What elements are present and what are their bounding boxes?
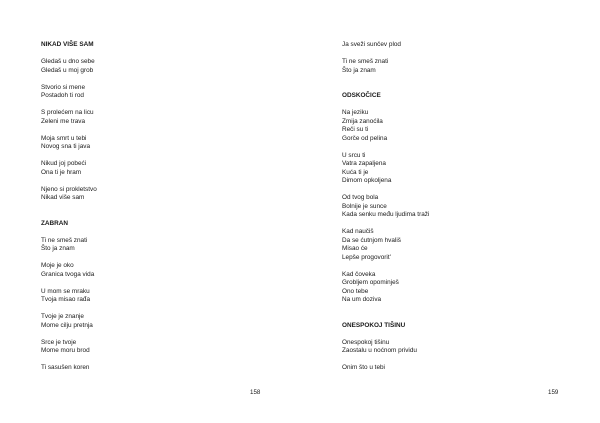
poem-title: ZABRAN — [41, 219, 68, 227]
poem-line: Ti ne smeš znati — [41, 236, 88, 244]
poem-line: Tvoja misao rađa — [41, 296, 91, 303]
poem-line: Stvorio si mene — [41, 83, 86, 91]
poem-line: Onespokoj tišinu — [342, 338, 390, 346]
poem-line: Nikad više sam — [41, 194, 85, 201]
poem-line: Kuća ti je — [342, 168, 369, 176]
poem-title: NIKAD VIŠE SAM — [41, 41, 94, 48]
poem-line: Što ja znam — [342, 66, 376, 74]
poem-line: Kad čoveka — [342, 270, 376, 278]
poem-line: Ti sasušen koren — [41, 364, 90, 371]
poem-line: Moja smrt u tebi — [41, 134, 87, 142]
poem-line: Ono tebe — [342, 287, 369, 295]
poem-line: Bolnije je sunce — [342, 202, 387, 210]
poem-line: Vatra zapaljena — [342, 160, 386, 167]
poem-line: Zeleni me trava — [41, 117, 86, 125]
poem-line: Ja sveži sunčev plod — [342, 41, 401, 48]
poem-line: Reči su ti — [342, 126, 369, 133]
poem-line: Mome cilju pretnja — [41, 321, 93, 329]
page-number: 158 — [250, 389, 261, 396]
poem-line: Na jeziku — [342, 109, 369, 116]
poem-line: Onim što u tebi — [342, 364, 385, 371]
poem-title: ODSKOČICE — [342, 92, 381, 99]
poem-line: Novog sna ti java — [41, 143, 91, 150]
poem-line: Gledaš u moj grob — [41, 66, 94, 74]
poem-line: U mom se mraku — [41, 287, 90, 295]
poem-line: Srce je tvoje — [41, 338, 77, 346]
poem-line: Moje je oko — [41, 262, 74, 269]
poem-line: Na um dozivа — [342, 296, 382, 303]
page-number: 159 — [548, 389, 559, 396]
poem-line: Nikud joj pobeći — [41, 160, 87, 167]
right-page-text — [342, 41, 572, 373]
poem-line: Dimom opkoljena — [342, 177, 392, 184]
poem-line: Grobljem opominješ — [342, 279, 399, 286]
poem-line: Lepše progovorit' — [342, 253, 391, 261]
poem-line: Misao će — [342, 245, 368, 252]
poem-line: Granica tvoga vida — [41, 270, 95, 278]
poem-line: Postadoh ti rod — [41, 92, 84, 99]
poem-title: ONESPOKOJ TIŠINU — [342, 321, 406, 329]
poem-line: Da se ćutnjom hvališ — [342, 236, 401, 244]
poem-line: Kad naučiš — [342, 228, 374, 235]
poem-line: Kada senku među ljudima traži — [342, 211, 430, 218]
poem-line: Gledaš u dno sebe — [41, 58, 95, 65]
poem-line: U srcu ti — [342, 151, 366, 159]
poem-line: Zmija zanoćila — [342, 117, 383, 125]
poem-line: Što ja znam — [41, 245, 75, 252]
left-page-text — [41, 41, 271, 373]
poem-line: Ona ti je hram — [41, 168, 82, 176]
poem-line: Mome moru brod — [41, 347, 90, 354]
poem-line: Ti ne smeš znati — [342, 58, 389, 65]
poem-line: Gorče od pelina — [342, 134, 388, 142]
poem-line: Od tvog bola — [342, 194, 379, 201]
poem-line: Njeno si prokletstvo — [41, 185, 97, 193]
right-page — [300, 0, 600, 423]
poem-line: Tvoje je znanje — [41, 313, 84, 320]
poem-line: Zaostalu u noćnom prividu — [342, 347, 417, 354]
poem-line: S prolećem na licu — [41, 109, 94, 116]
